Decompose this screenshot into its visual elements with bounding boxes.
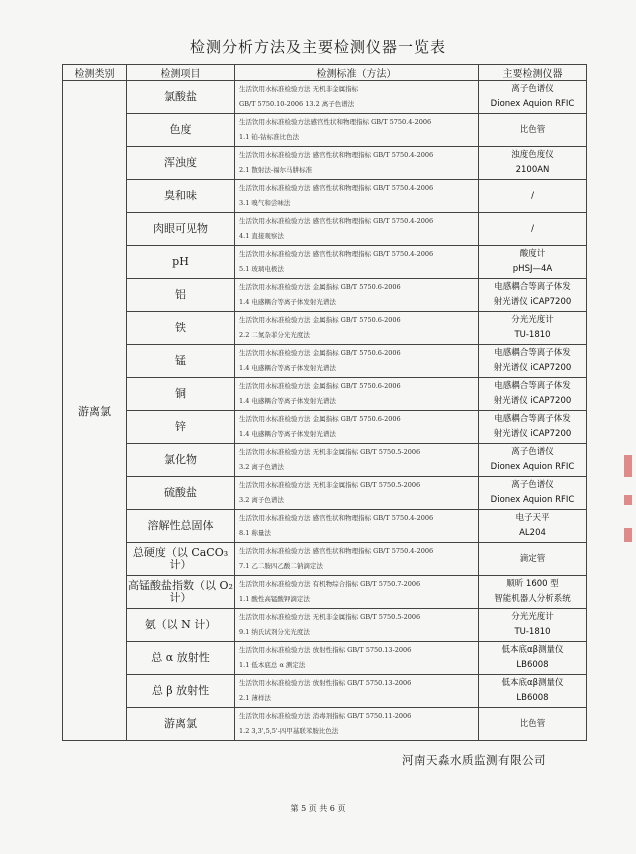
instrument-cell [479,642,587,675]
standard-line: 生活饮用水标准检验方法 金属指标 GB/T 5750.6-2006 [239,349,401,357]
table-row [63,81,587,114]
standard-line: 3.2 离子色谱法 [239,463,284,471]
standard-cell [235,279,479,312]
instrument-line: LB6008 [516,660,549,670]
instrument-cell [479,345,587,378]
instrument-line: 电感耦合等离子体发 [494,381,571,391]
instrument-line: 离子色谱仪 [511,480,554,490]
item-cell: 硫酸盐 [127,477,235,510]
standard-line: 1.1 铂-钴标准比色法 [239,133,300,141]
instrument-line: pHSJ—4A [512,264,553,274]
standard-line: 1.2 3,3',5,5'-四甲基联苯胺比色法 [239,727,339,735]
standard-line: 3.2 离子色谱法 [239,496,284,504]
table-row [63,444,587,477]
standard-line: 1.1 酸性高锰酸钾滴定法 [239,595,310,603]
table-row [63,576,587,609]
instrument-line: 低本底αβ测量仪 [501,678,564,688]
page-title: 检测分析方法及主要检测仪器一览表 [189,38,446,56]
standard-line: 生活饮用水标准检验方法 感官性状和物理指标 GB/T 5750.4-2006 [239,250,434,258]
item-cell: pH [127,246,235,279]
item-cell: 总硬度（以 CaCO₃ 计） [127,543,235,576]
instrument-line: 电感耦合等离子体发 [494,348,571,358]
standard-cell [235,444,479,477]
instrument-line: 低本底αβ测量仪 [501,645,564,655]
instrument-line: 智能机器人分析系统 [494,594,571,604]
standard-cell [235,213,479,246]
table-row [63,279,587,312]
instrument-cell [479,411,587,444]
standard-cell [235,510,479,543]
header-standard: 检测标准（方法） [235,65,479,81]
standard-line: GB/T 5750.10-2006 13.2 离子色谱法 [239,100,355,108]
instrument-line: 电子天平 [515,513,550,523]
item-cell: 铁 [127,312,235,345]
instrument-cell [479,477,587,510]
standard-line: 1.4 电感耦合等离子体发射光谱法 [239,298,336,306]
standard-cell [235,114,479,147]
instrument-cell [479,147,587,180]
item-cell: 肉眼可见物 [127,213,235,246]
item-cell: 氯化物 [127,444,235,477]
instrument-line: 分光光度计 [511,315,554,325]
table-row [63,642,587,675]
instrument-line: Dionex Aquion RFIC [490,462,575,472]
standard-line: 生活饮用水标准检验方法 感官性状和物理指标 GB/T 5750.4-2006 [239,514,434,522]
instrument-line: 2100AN [515,165,550,175]
standard-line: 生活饮用水标准检验方法 金属指标 GB/T 5750.6-2006 [239,316,401,324]
standard-line: 1.4 电感耦合等离子体发射光谱法 [239,430,336,438]
standard-line: 生活饮用水标准检验方法 感官性状和物理指标 GB/T 5750.4-2006 [239,217,434,225]
standard-cell [235,477,479,510]
standard-line: 7.1 乙二胺四乙酸二钠滴定法 [239,562,323,570]
instrument-cell [479,180,587,213]
standard-cell [235,246,479,279]
standard-line: 生活饮用水标准检验方法 感官性状和物理指标 GB/T 5750.4-2006 [239,184,434,192]
table-row [63,312,587,345]
item-cell: 高锰酸盐指数（以 O₂计） [127,576,235,609]
table-row [63,609,587,642]
table-row [63,378,587,411]
standard-line: 生活饮用水标准检验方法 无机非金属指标 GB/T 5750.5-2006 [239,448,421,456]
standard-cell [235,312,479,345]
standard-cell [235,708,479,741]
instrument-cell [479,81,587,114]
instrument-line: 浊度色度仪 [511,150,554,160]
table-row [63,543,587,576]
item-cell: 总 β 放射性 [127,675,235,708]
instrument-line: 滴定管 [519,553,546,564]
standard-line: 生活饮用水标准检验方法 放射性指标 GB/T 5750.13-2006 [239,679,412,687]
item-cell: 臭和味 [127,180,235,213]
instrument-line: 射光谱仪 iCAP7200 [493,396,572,406]
instrument-line: 射光谱仪 iCAP7200 [493,363,572,373]
instrument-cell [479,246,587,279]
instrument-cell [479,213,587,246]
standard-line: 1.4 电感耦合等离子体发射光谱法 [239,364,336,372]
instrument-line: TU-1810 [514,627,551,637]
standard-cell [235,543,479,576]
instrument-line: LB6008 [516,693,549,703]
stamp-fragment [624,495,632,505]
instrument-line: 射光谱仪 iCAP7200 [493,429,572,439]
standard-line: 1.4 电感耦合等离子体发射光谱法 [239,397,336,405]
item-cell: 游离氯 [127,708,235,741]
standard-line: 生活饮用水标准检验方法 金属指标 GB/T 5750.6-2006 [239,382,401,390]
instrument-line: 酸度计 [519,249,546,259]
standard-line: 9.1 纳氏试剂分光光度法 [239,628,310,636]
company-name: 河南天淼水质监测有限公司 [402,753,546,767]
instrument-line: / [531,190,534,201]
standard-cell [235,345,479,378]
standard-line: 3.1 嗅气和尝味法 [239,199,291,207]
standard-cell [235,378,479,411]
standard-line: 2.1 薄样法 [239,694,271,702]
instrument-cell [479,312,587,345]
item-cell: 溶解性总固体 [127,510,235,543]
instrument-cell [479,543,587,576]
item-cell: 锰 [127,345,235,378]
item-cell: 锌 [127,411,235,444]
instrument-cell [479,114,587,147]
item-cell: 总 α 放射性 [127,642,235,675]
header-category: 检测类别 [63,65,127,81]
table-row [63,213,587,246]
standard-line: 生活饮用水标准检验方法 无机非金属指标 [239,85,359,93]
standard-cell [235,81,479,114]
standard-cell [235,576,479,609]
instrument-line: 比色管 [519,718,546,729]
instrument-line: 比色管 [519,124,546,135]
instrument-line: 电感耦合等离子体发 [494,414,571,424]
standard-cell [235,642,479,675]
standard-cell [235,180,479,213]
table-row [63,510,587,543]
instrument-line: 顺昕 1600 型 [506,579,559,589]
item-cell: 铝 [127,279,235,312]
table-row [63,114,587,147]
instrument-line: AL204 [519,528,546,538]
standard-cell [235,675,479,708]
instrument-cell [479,609,587,642]
standard-line: 8.1 称量法 [239,529,271,537]
standard-line: 生活饮用水标准检验方法 金属指标 GB/T 5750.6-2006 [239,283,401,291]
standard-line: 2.2 二氮杂菲分光光度法 [239,331,310,339]
item-cell: 氯酸盐 [127,81,235,114]
standard-line: 生活饮用水标准检验方法 无机非金属指标 GB/T 5750.5-2006 [239,481,421,489]
instrument-cell [479,708,587,741]
header-instrument: 主要检测仪器 [479,65,587,81]
standard-line: 4.1 直接观察法 [239,232,284,240]
instrument-cell [479,510,587,543]
category-cell: 游离氯 [63,81,127,741]
standard-line: 生活饮用水标准检验方法 感官性状和物理指标 GB/T 5750.4-2006 [239,547,434,555]
table-row [63,180,587,213]
standard-line: 生活饮用水标准检验方法 消毒剂指标 GB/T 5750.11-2006 [239,712,412,720]
table-row [63,411,587,444]
stamp-fragment [624,455,632,477]
table-row [63,477,587,510]
instrument-cell [479,675,587,708]
standard-line: 生活饮用水标准检验方法 感官性状和物理指标 GB/T 5750.4-2006 [239,151,434,159]
table-row [63,708,587,741]
standard-line: 生活饮用水标准检验方法 无机非金属指标 GB/T 5750.5-2006 [239,613,421,621]
instrument-line: 分光光度计 [511,612,554,622]
standard-line: 2.1 散射法-福尔马肼标准 [239,166,313,174]
stamp-fragment [624,528,632,542]
item-cell: 浑浊度 [127,147,235,180]
instrument-cell [479,444,587,477]
instrument-line: 电感耦合等离子体发 [494,282,571,292]
table-row [63,675,587,708]
standard-cell [235,609,479,642]
standard-line: 1.1 低本底总 α 测定法 [239,661,306,669]
instrument-line: Dionex Aquion RFIC [490,99,575,109]
standard-line: 生活饮用水标准检验方法感官性状和物理指标 GB/T 5750.4-2006 [239,118,432,126]
table-row [63,147,587,180]
table-row [63,345,587,378]
item-cell: 铜 [127,378,235,411]
item-cell: 色度 [127,114,235,147]
header-item: 检测项目 [127,65,235,81]
standard-line: 5.1 玻璃电极法 [239,265,284,273]
instrument-line: 离子色谱仪 [511,84,554,94]
instrument-cell [479,576,587,609]
methods-table [62,64,587,741]
table-header-row [63,65,587,81]
page-number: 第 5 页 共 6 页 [290,804,346,813]
standard-line: 生活饮用水标准检验方法 放射性指标 GB/T 5750.13-2006 [239,646,412,654]
instrument-line: 射光谱仪 iCAP7200 [493,297,572,307]
instrument-line: / [531,223,534,234]
instrument-line: TU-1810 [514,330,551,340]
instrument-line: 离子色谱仪 [511,447,554,457]
instrument-cell [479,378,587,411]
standard-line: 生活饮用水标准检验方法 金属指标 GB/T 5750.6-2006 [239,415,401,423]
table-row [63,246,587,279]
standard-cell [235,147,479,180]
instrument-cell [479,279,587,312]
standard-line: 生活饮用水标准检验方法 有机物综合指标 GB/T 5750.7-2006 [239,580,421,588]
item-cell: 氨（以 N 计） [127,609,235,642]
instrument-line: Dionex Aquion RFIC [490,495,575,505]
standard-cell [235,411,479,444]
